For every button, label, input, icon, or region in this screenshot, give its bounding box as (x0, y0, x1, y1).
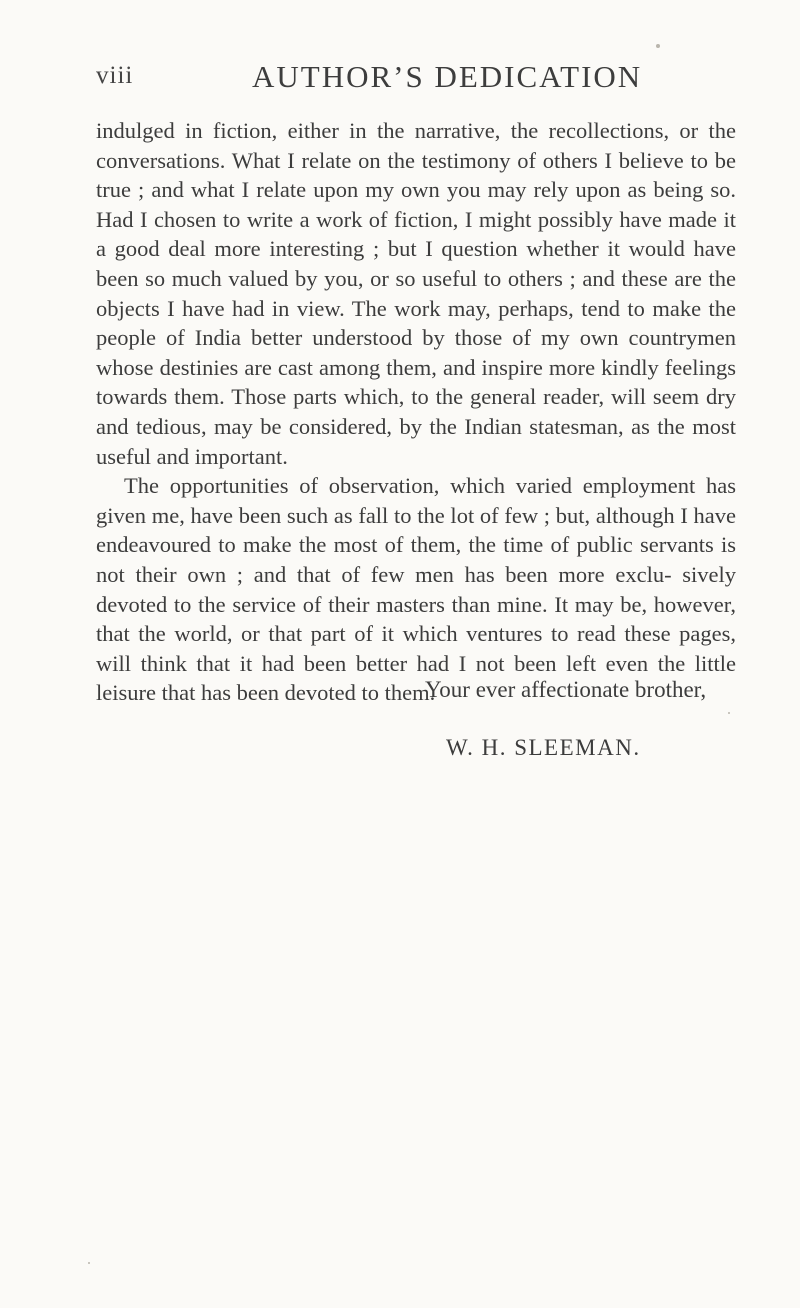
running-head (96, 59, 736, 102)
closing-block (0, 677, 800, 777)
paragraph-2: The opportunities of observation, which varied employment has given me, have been such as fall to the lot of few ; but, although I have endeavoured to make the most of them, the time of public servants is not their own ; and that of few men has been more exclu- sively devoted to the service of their masters than mine. It may be, however, that the world, or that part of it which ventures to read these pages, will think that it had been better had I not been left even the little leisure that has been devoted to them. (96, 473, 736, 706)
salutation: Your ever affectionate brother, (425, 677, 707, 702)
page-title: AUTHOR’S DEDICATION (252, 59, 643, 94)
paragraph-1: indulged in fiction, either in the narrative, the recollections, or the conversations. What I relate on the testimony of others I believe to be true ; and what I relate upon my own you may rely upon as being so. Had I chosen to write a work of fiction, I might possibly have made it a good deal more interesting ; but I question whether it would have been so much valued by you, or so useful to others ; and these are the objects I have had in view. The work may, perhaps, tend to make the people of India better understood by those of my own countrymen whose destinies are cast among them, and inspire more kindly feelings towards them. Those parts which, to the general reader, will seem dry and tedious, may be considered, by the Indian statesman, as the most useful and important. (96, 118, 736, 469)
paper-speck (728, 712, 730, 714)
paper-speck (656, 44, 660, 48)
signature: W. H. SLEEMAN. (446, 735, 641, 760)
page-number: viii (96, 62, 134, 89)
dedication-body (96, 116, 736, 708)
paper-speck (88, 1262, 90, 1264)
